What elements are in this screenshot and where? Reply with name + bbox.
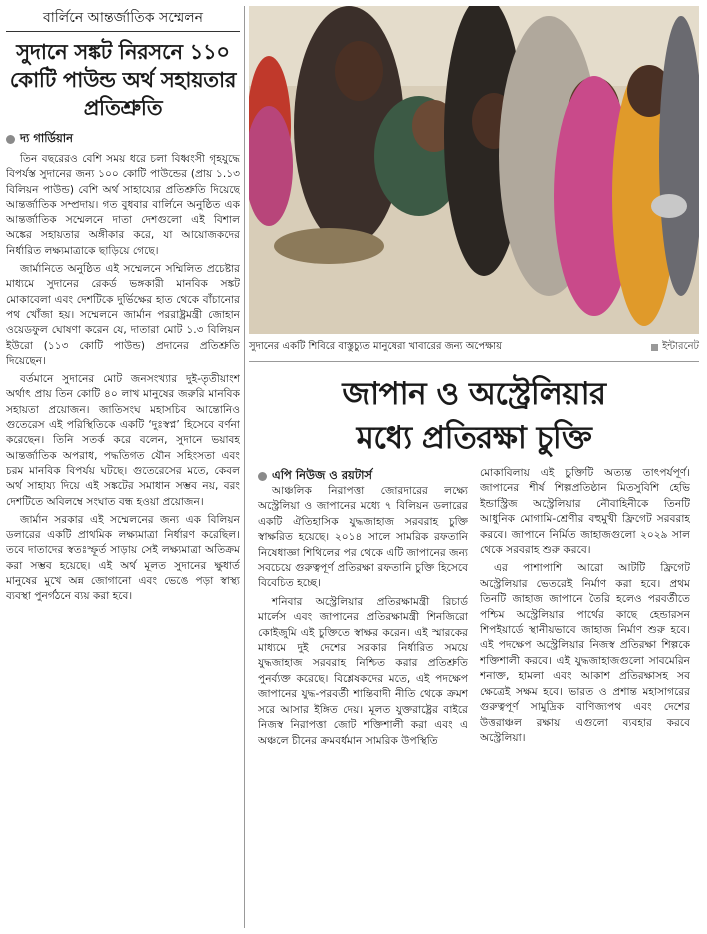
left-paragraph: জার্মানিতে অনুষ্ঠিত এই সম্মেলনে সম্মিলিত প্রচেষ্টার মাধ্যমে সুদানের রেকর্ড ভঙ্গকারী মানবিক সঙ্কট মোকাবেলা এবং দেশটিকে দুর্ভিক্ষের হাত থেকে বাঁচানোর পথ খোঁজা হয়। সম্মেলনে জার্মান পররাষ্ট্রমন্ত্রী জোহান ওয়েডফুল ঘোষণা করেন যে, দাতারা মোট ১.৩ বিলিয়ন ইউরো (১১৩ কোটি পাউন্ড) প্রদানের প্রতিশ্রুতি দিয়েছেন। xyxy=(6,263,240,367)
left-paragraph: জার্মান সরকার এই সম্মেলনের জন্য এক বিলিয়ন ডলারের একটি প্রাথমিক লক্ষ্যমাত্রা নির্ধারণ করেছিল। তবে দাতাদের স্বতঃস্ফূর্ত সাড়ায় সেই লক্ষ্যমাত্রা অতিক্রম করা সম্ভব হয়েছে। এই অর্থ মূলত সুদানের ক্ষুধার্ত মানুষের মুখে অন্ন জোগানো এবং ভেঙে পড়া স্বাস্থ্য ব্যবস্থা পুনর্গঠনে ব্যয় করা হবে। xyxy=(6,513,240,603)
right-headline xyxy=(249,372,699,460)
right-article-column-2 xyxy=(480,466,690,924)
photo-credit-wrap xyxy=(651,338,699,356)
left-source: দ্য গার্ডিয়ান xyxy=(20,131,73,145)
left-kicker: বার্লিনে আন্তর্জাতিক সম্মেলন xyxy=(6,6,240,32)
right-body-1 xyxy=(258,484,468,749)
right-paragraph: এর পাশাপাশি আরো আটটি ফ্রিগেট অস্ট্রেলিয়ার ভেতরেই নির্মাণ করা হবে। প্রথম তিনটি জাহাজ জাপানে তৈরি হলেও পরবর্তীতে পশ্চিম অস্ট্রেলিয়ার পার্থের কাছে হেন্ডারসন শিপইয়ার্ডে স্থানীয়ভাবে জাহাজ নির্মাণ শুরু হবে। এই পদক্ষেপ অস্ট্রেলিয়ার নিজস্ব প্রতিরক্ষা শিল্পকে শক্তিশালী করবে। এই যুদ্ধজাহাজগুলো সাবমেরিন শনাক্ত, হামলা এবং আকাশ প্রতিরক্ষাসহ সব ক্ষেত্রেই সক্ষম হবে। ভারত ও প্রশান্ত মহাসাগরের গুরুত্বপূর্ণ সামুদ্রিক বাণিজ্যপথ এবং দেশের উত্তরাঞ্চল রক্ষায় এগুলো ব্যবহার করবে অস্ট্রেলিয়া। xyxy=(480,562,690,744)
right-body-2 xyxy=(480,466,690,746)
square-icon xyxy=(651,344,658,351)
bullet-icon xyxy=(6,135,15,144)
left-headline: সুদানে সঙ্কট নিরসনে ১১০ কোটি পাউন্ড অর্থ সহায়তার প্রতিশ্রুতি xyxy=(9,40,237,120)
photo-credit: ইন্টারনেট xyxy=(662,341,699,352)
right-headline-line2: মধ্যে প্রতিরক্ষা চুক্তি xyxy=(356,420,592,456)
left-paragraph: বর্তমানে সুদানের মোট জনসংখ্যার দুই-তৃতীয়াংশ অর্থাৎ প্রায় তিন কোটি ৪০ লাখ মানুষের জরুরি মানবিক সহায়তা প্রয়োজন। জাতিসংঘ মহাসচিব আন্তোনিও গুতেরেস এই পরিস্থিতিকে একটি ‘দুঃস্বপ্ন’ হিসেবে বর্ণনা করেছেন। তিনি সতর্ক করে বলেন, সুদানে ভয়াবহ আন্তর্জাতিক অপরাধ, পদ্ধতিগত যৌন সহিংসতা এবং চরম মানবিক বিপর্যয় ঘটছে। গুতেরেসের মতে, কেবল অর্থ সাহায্য দিয়ে এই সঙ্কটের সমাধান সম্ভব নয়, বরং দেশটিতে অবিলম্বে সংঘাত বন্ধ হওয়া প্রয়োজন। xyxy=(6,373,240,508)
left-article xyxy=(6,6,240,928)
column-divider xyxy=(244,6,245,928)
right-headline-line1: জাপান ও অস্ট্রেলিয়ার xyxy=(342,376,606,412)
photo-caption-row xyxy=(249,338,699,356)
right-paragraph: শনিবার অস্ট্রেলিয়ার প্রতিরক্ষামন্ত্রী রিচার্ড মার্লেস এবং জাপানের প্রতিরক্ষামন্ত্রী শিনজিরো কোইজুমি এই চুক্তিতে স্বাক্ষর করেন। এই স্মারকের মাধ্যমে দুই দেশের সরকার নির্ধারিত সময়ে যুদ্ধজাহাজ সরবরাহ নিশ্চিত করার প্রতিশ্রুতি পুনর্ব্যক্ত করেছে। বিশ্লেষকদের মতে, এই পদক্ষেপ জাপানের যুদ্ধ-পরবর্তী শান্তিবাদী নীতি থেকে ক্রমশ সরে আসার ইঙ্গিত দেয়। মূলত যুক্তরাষ্ট্রের বাইরে নিজস্ব নিরাপত্তা জোট শক্তিশালী করা এবং এ অঞ্চলে চীনের ক্রমবর্ধমান সামরিক উপস্থিতি xyxy=(258,595,468,747)
section-divider xyxy=(249,361,699,362)
news-photo xyxy=(249,6,699,334)
crowd-photo-illustration xyxy=(249,6,699,334)
right-source: এপি নিউজ ও রয়টার্স xyxy=(272,468,373,482)
bullet-icon xyxy=(258,472,267,481)
right-paragraph: আঞ্চলিক নিরাপত্তা জোরদারের লক্ষ্যে অস্ট্রেলিয়া ও জাপানের মধ্যে ৭ বিলিয়ন ডলারের একটি ঐতিহাসিক যুদ্ধজাহাজ সরবরাহ চুক্তি স্বাক্ষরিত হয়েছে। ২০১৪ সালে সামরিক রফতানি নিষেধাজ্ঞা শিথিলের পর থেকে এটি জাপানের জন্য সবচেয়ে গুরুত্বপূর্ণ প্রতিরক্ষা রফতানি চুক্তি হিসেবে বিবেচিত হচ্ছে। xyxy=(258,485,468,590)
right-paragraph: মোকাবিলায় এই চুক্তিটি অত্যন্ত তাৎপর্যপূর্ণ। জাপানের শীর্ষ শিল্পপ্রতিষ্ঠান মিতসুবিশি হেভি ইন্ডাস্ট্রিজ অস্ট্রেলিয়ার নৌবাহিনীকে তিনটি আধুনিক মোগামি-শ্রেণীর বহুমুখী ফ্রিগেট সরবরাহ করবে। জাপানে নির্মিত জাহাজগুলো ২০২৯ সাল থেকে সরবরাহ শুরু করবে। xyxy=(480,467,690,557)
left-paragraph: তিন বছরেরও বেশি সময় ধরে চলা বিধ্বংসী গৃহযুদ্ধে বিপর্যস্ত সুদানের জন্য ১০০ কোটি পাউন্ডের (প্রায় ১.১৩ বিলিয়ন পাউন্ড) বেশি অর্থ সাহায্যের প্রতিশ্রুতি দিয়েছে আন্তর্জাতিক সম্প্রদায়। গত বুধবার বার্লিনে অনুষ্ঠিত এক আন্তর্জাতিক সম্মেলনে দাতা দেশগুলো এই বিশাল অঙ্কের সহায়তার অঙ্গীকার করে, যা আয়োজকদের নির্ধারিত লক্ষ্যমাত্রাকে ছাড়িয়ে গেছে। xyxy=(6,153,240,257)
photo-caption: সুদানের একটি শিবিরে বাস্তুচ্যুত মানুষেরা খাবারের জন্য অপেক্ষায় xyxy=(249,341,503,352)
left-byline xyxy=(6,130,240,149)
left-body xyxy=(6,152,240,605)
right-article-column-1 xyxy=(258,484,468,924)
